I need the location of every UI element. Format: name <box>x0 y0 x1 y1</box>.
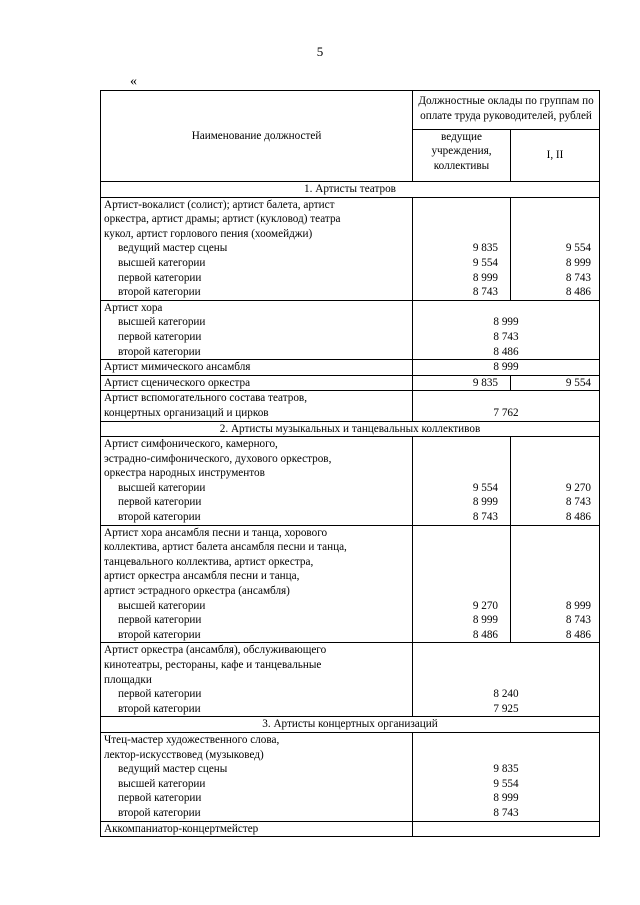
salary-value-a: 9 835 <box>472 376 498 389</box>
spacer <box>413 569 510 584</box>
salary-cell-empty <box>413 821 600 837</box>
table-row <box>101 732 600 821</box>
position-name-line: Артист-вокалист (солист); артист балета, артист <box>104 198 335 211</box>
position-name-line: Артист хора <box>104 301 163 314</box>
position-name-line: танцевального коллектива, артист оркестра, <box>104 555 314 568</box>
spacer <box>413 301 599 316</box>
spacer <box>511 569 599 584</box>
salary-cell-merged <box>413 300 600 359</box>
header-sub-b: I, II <box>511 129 600 181</box>
position-name-cell <box>101 437 413 526</box>
salary-value-b: 8 743 <box>565 614 592 627</box>
category-label: первой категории <box>118 614 202 627</box>
category-label: первой категории <box>118 330 202 343</box>
salary-value-b: 9 554 <box>565 242 592 255</box>
position-name-line: Аккомпаниатор-концертмейстер <box>104 822 259 835</box>
category-label: второй категории <box>118 702 201 715</box>
table-row <box>101 360 600 376</box>
category-label: ведущий мастер сцены <box>118 763 228 776</box>
position-name-line: площадки <box>104 673 152 686</box>
salary-value-b: 9 554 <box>565 376 592 389</box>
spacer <box>413 437 510 452</box>
position-name-line: оркестра народных инструментов <box>104 467 265 480</box>
position-name-line: Чтец-мастер художественного слова, <box>104 733 280 746</box>
section-title: 1. Артисты театров <box>101 182 600 198</box>
spacer <box>413 212 510 227</box>
position-name-cell <box>101 360 413 376</box>
category-label: высшей категории <box>118 316 206 329</box>
salary-value-b: 8 999 <box>565 256 592 269</box>
salary-value: 8 999 <box>493 316 519 329</box>
spacer <box>413 227 510 242</box>
position-name-line: эстрадно-симфонического, духового оркестров, <box>104 452 332 465</box>
table-row <box>101 375 600 391</box>
spacer <box>511 584 599 599</box>
salary-value: 8 240 <box>493 688 519 701</box>
salary-value: 8 743 <box>493 806 519 819</box>
salary-cell-b <box>511 375 600 391</box>
spacer <box>413 748 599 763</box>
category-label: второй категории <box>118 511 201 524</box>
spacer <box>413 452 510 467</box>
spacer <box>413 658 599 673</box>
salary-value-b: 8 999 <box>565 599 592 612</box>
salary-value-a: 8 999 <box>472 614 498 627</box>
salary-value-b: 8 743 <box>565 271 592 284</box>
category-label: второй категории <box>118 806 201 819</box>
position-name-line: коллектива, артист балета ансамбля песни и танца, <box>104 541 347 554</box>
spacer <box>413 540 510 555</box>
table-row <box>101 391 600 421</box>
category-label: высшей категории <box>118 256 206 269</box>
salary-value-a: 9 835 <box>472 242 498 255</box>
spacer <box>413 466 510 481</box>
salary-value: 8 999 <box>493 792 519 805</box>
header-groups-col: Должностные оклады по группам по оплате труда руководителей, рублей <box>413 91 600 130</box>
spacer <box>511 526 599 541</box>
category-label: первой категории <box>118 496 202 509</box>
section-title: 2. Артисты музыкальных и танцевальных коллективов <box>101 421 600 437</box>
salary-cell-b <box>511 525 600 643</box>
position-name-line: артист эстрадного оркестра (ансамбля) <box>104 585 290 598</box>
spacer <box>511 212 599 227</box>
position-name-line: Артист хора ансамбля песни и танца, хорового <box>104 526 328 539</box>
salary-value-b: 8 486 <box>565 628 592 641</box>
salary-value-b: 9 270 <box>565 481 592 494</box>
spacer <box>413 391 599 406</box>
position-name-cell <box>101 525 413 643</box>
position-name-line: артист оркестра ансамбля песни и танца, <box>104 570 300 583</box>
salary-value: 8 743 <box>493 330 519 343</box>
header-name-col: Наименование должностей <box>101 91 413 182</box>
open-quote: « <box>130 74 137 89</box>
section-row <box>101 182 600 198</box>
salary-value: 9 835 <box>493 763 519 776</box>
table-row <box>101 525 600 643</box>
category-label: первой категории <box>118 792 202 805</box>
category-label: ведущий мастер сцены <box>118 242 228 255</box>
table-row <box>101 643 600 717</box>
table-row <box>101 197 600 300</box>
salary-value-b: 8 743 <box>565 496 592 509</box>
table-body <box>101 182 600 837</box>
salary-value-b: 8 486 <box>565 511 592 524</box>
section-row <box>101 421 600 437</box>
salary-value: 9 554 <box>493 777 519 790</box>
position-name-cell <box>101 732 413 821</box>
position-name-line: Артист оркестра (ансамбля), обслуживающего <box>104 644 327 657</box>
table-row <box>101 821 600 837</box>
spacer <box>511 466 599 481</box>
position-name-line: Артист симфонического, камерного, <box>104 438 278 451</box>
salary-value-a: 8 486 <box>472 628 498 641</box>
salary-value: 7 925 <box>493 702 519 715</box>
spacer <box>511 198 599 213</box>
position-name-line: Артист мимического ансамбля <box>104 361 251 374</box>
position-name-cell <box>101 643 413 717</box>
position-name-line: концертных организаций и цирков <box>104 406 269 419</box>
salary-value-a: 8 743 <box>472 286 498 299</box>
salary-value-a: 9 554 <box>472 481 498 494</box>
table-row <box>101 300 600 359</box>
position-name-cell <box>101 300 413 359</box>
position-name-line: лектор-искусствовед (музыковед) <box>104 748 264 761</box>
position-name-line: кукол, артист горлового пения (хоомейджи) <box>104 227 313 240</box>
spacer <box>413 584 510 599</box>
section-title: 3. Артисты концертных организаций <box>101 717 600 733</box>
table-row <box>101 437 600 526</box>
category-label: высшей категории <box>118 777 206 790</box>
salary-value-a: 9 554 <box>472 256 498 269</box>
salary-value: 8 486 <box>493 345 519 358</box>
spacer <box>511 437 599 452</box>
salary-table <box>100 90 600 837</box>
spacer <box>511 452 599 467</box>
category-label: второй категории <box>118 345 201 358</box>
category-label: второй категории <box>118 286 201 299</box>
spacer <box>413 733 599 748</box>
salary-value-a: 8 999 <box>472 271 498 284</box>
category-label: первой категории <box>118 688 202 701</box>
salary-value: 8 999 <box>493 361 519 374</box>
category-label: высшей категории <box>118 599 206 612</box>
spacer <box>413 555 510 570</box>
position-name-line: Артист вспомогательного состава театров, <box>104 392 308 405</box>
spacer <box>413 526 510 541</box>
salary-cell-merged <box>413 643 600 717</box>
category-label: второй категории <box>118 628 201 641</box>
salary-cell-merged <box>413 360 600 376</box>
header-sub-a: ведущие учреждения, коллективы <box>413 129 511 181</box>
salary-cell-a <box>413 375 511 391</box>
position-name-cell <box>101 375 413 391</box>
salary-cell-merged <box>413 732 600 821</box>
category-label: высшей категории <box>118 481 206 494</box>
salary-cell-merged <box>413 391 600 421</box>
spacer <box>511 555 599 570</box>
position-name-cell <box>101 197 413 300</box>
salary-cell-a <box>413 525 511 643</box>
category-label: первой категории <box>118 271 202 284</box>
section-row <box>101 717 600 733</box>
salary-value-a: 8 743 <box>472 511 498 524</box>
salary-value-a: 9 270 <box>472 599 498 612</box>
salary-value: 7 762 <box>493 406 519 419</box>
salary-cell-b <box>511 197 600 300</box>
position-name-line: оркестра, артист драмы; артист (кукловод) театра <box>104 213 341 226</box>
position-name-line: Артист сценического оркестра <box>104 376 251 389</box>
position-name-line: кинотеатры, рестораны, кафе и танцевальные <box>104 659 322 671</box>
page-number: 5 <box>316 44 324 59</box>
position-name-cell <box>101 821 413 837</box>
spacer <box>511 540 599 555</box>
salary-cell-a <box>413 437 511 526</box>
spacer <box>413 198 510 213</box>
salary-value-a: 8 999 <box>472 496 498 509</box>
spacer <box>413 643 599 658</box>
salary-cell-b <box>511 437 600 526</box>
salary-cell-a <box>413 197 511 300</box>
spacer <box>413 673 599 688</box>
spacer <box>511 227 599 242</box>
salary-value-b: 8 486 <box>565 286 592 299</box>
position-name-cell <box>101 391 413 421</box>
